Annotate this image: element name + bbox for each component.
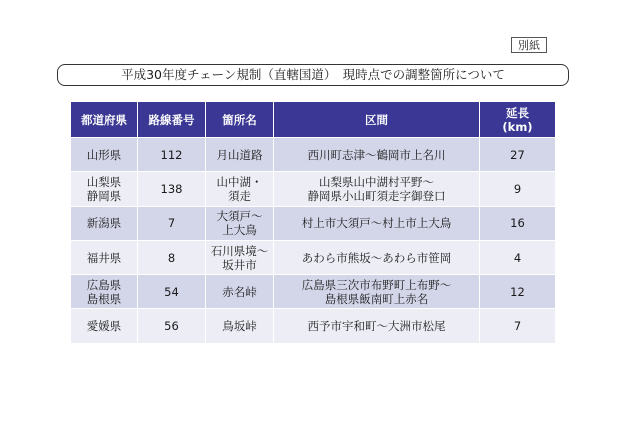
cell-length: 9 (480, 171, 555, 205)
table-row (71, 206, 555, 240)
cell-location: 赤名峠 (206, 274, 274, 308)
cell-length: 16 (480, 206, 555, 240)
table-header-row (71, 102, 555, 137)
header-length: 延長 (km) (480, 102, 555, 137)
cell-section: 山梨県山中湖村平野～ 静岡県小山町須走字御登口 (274, 171, 480, 205)
cell-route: 56 (138, 308, 206, 342)
header-route: 路線番号 (138, 102, 206, 137)
annex-badge: 別紙 (511, 37, 547, 53)
cell-length: 4 (480, 240, 555, 274)
page-title: 平成30年度チェーン規制（直轄国道） 現時点での調整箇所について (57, 64, 569, 86)
header-location: 箇所名 (206, 102, 274, 137)
cell-section: 西予市宇和町～大洲市松尾 (274, 308, 480, 342)
cell-location: 鳥坂峠 (206, 308, 274, 342)
chain-regulation-table (71, 102, 555, 343)
table-row (71, 137, 555, 171)
cell-location: 月山道路 (206, 137, 274, 171)
cell-prefecture: 新潟県 (71, 206, 138, 240)
cell-prefecture: 愛媛県 (71, 308, 138, 342)
cell-section: 広島県三次市布野町上布野～ 島根県飯南町上赤名 (274, 274, 480, 308)
cell-prefecture: 広島県 島根県 (71, 274, 138, 308)
cell-length: 12 (480, 274, 555, 308)
table-row (71, 274, 555, 308)
table-row (71, 171, 555, 205)
table-row (71, 308, 555, 342)
cell-prefecture: 山梨県 静岡県 (71, 171, 138, 205)
header-prefecture: 都道府県 (71, 102, 138, 137)
cell-length: 27 (480, 137, 555, 171)
cell-route: 8 (138, 240, 206, 274)
cell-route: 54 (138, 274, 206, 308)
cell-location: 大須戸～ 上大鳥 (206, 206, 274, 240)
cell-route: 112 (138, 137, 206, 171)
cell-route: 7 (138, 206, 206, 240)
cell-route: 138 (138, 171, 206, 205)
cell-length: 7 (480, 308, 555, 342)
cell-section: 村上市大須戸～村上市上大鳥 (274, 206, 480, 240)
cell-prefecture: 福井県 (71, 240, 138, 274)
cell-section: 西川町志津～鶴岡市上名川 (274, 137, 480, 171)
cell-location: 石川県境～ 坂井市 (206, 240, 274, 274)
cell-prefecture: 山形県 (71, 137, 138, 171)
cell-section: あわら市熊坂～あわら市笹岡 (274, 240, 480, 274)
header-section: 区間 (274, 102, 480, 137)
table-row (71, 240, 555, 274)
cell-location: 山中湖・ 須走 (206, 171, 274, 205)
